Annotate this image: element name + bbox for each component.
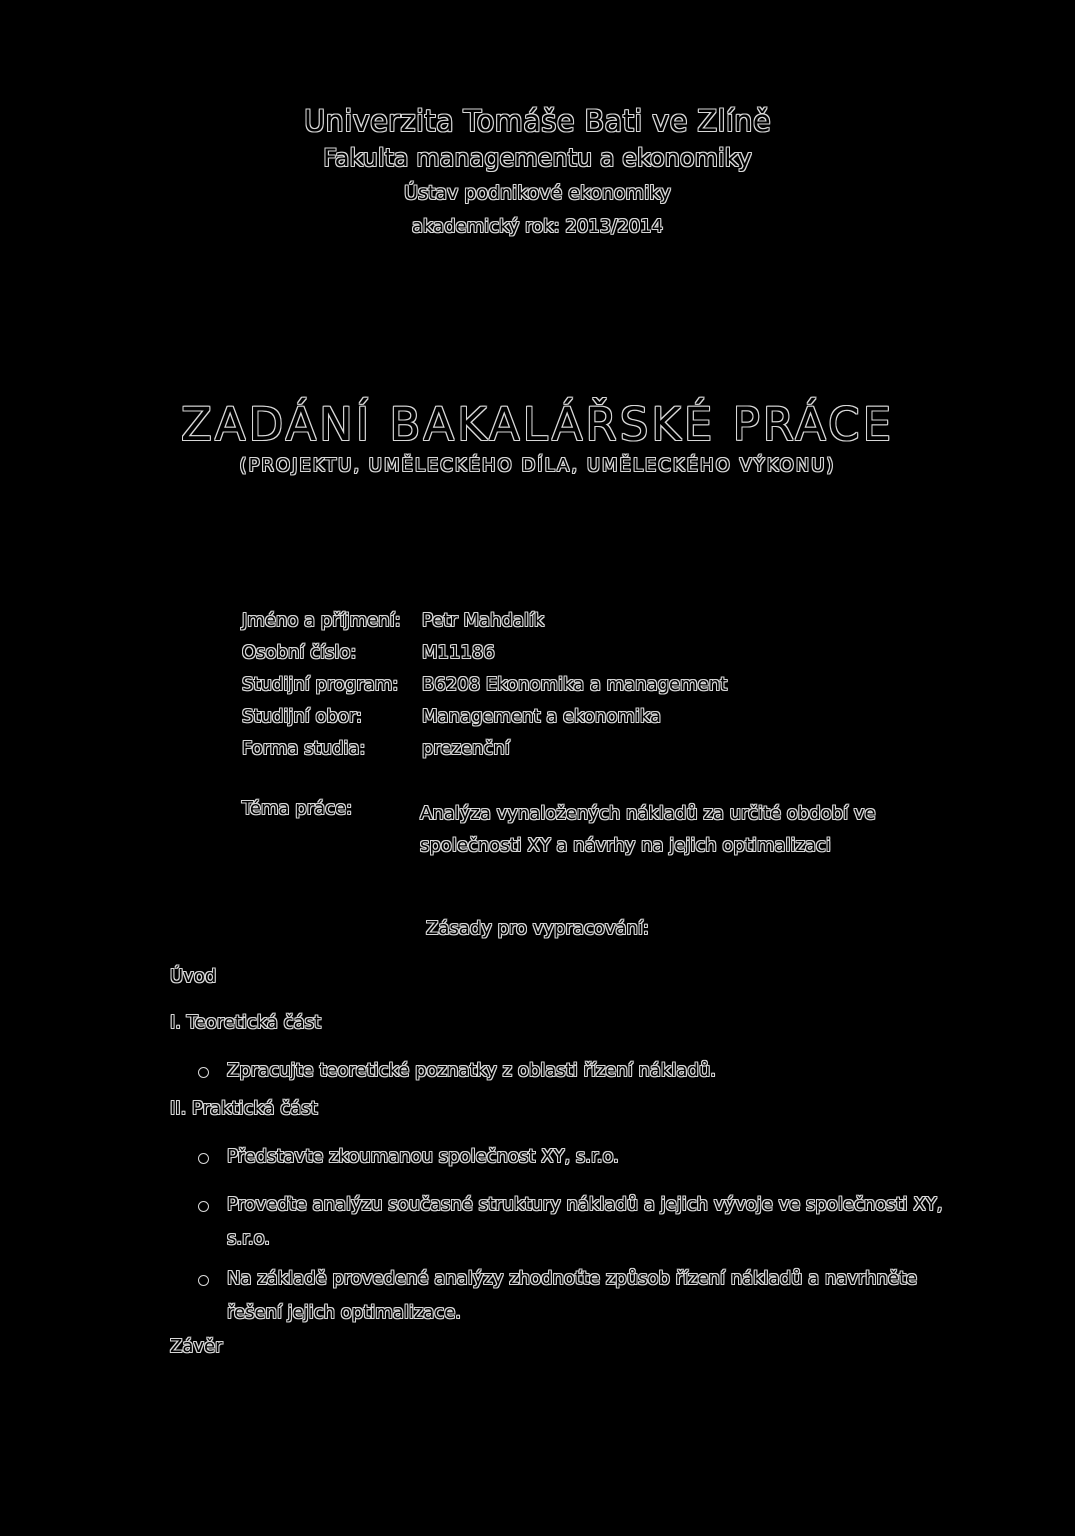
academic-year: akademický rok: 2013/2014 bbox=[411, 216, 664, 237]
bullet-circle-icon bbox=[198, 1153, 209, 1164]
info-label: Studijní obor: bbox=[242, 706, 363, 727]
theme-label: Téma práce: bbox=[242, 798, 353, 819]
info-value: prezenční bbox=[422, 738, 510, 759]
list-item-text: Na základě provedené analýzy zhodnoťte způsob řízení nákladů a navrhněte řešení jejich optimalizace. bbox=[227, 1268, 918, 1323]
section-conclusion: Závěr bbox=[170, 1336, 223, 1357]
info-value: B6208 Ekonomika a management bbox=[422, 674, 728, 695]
principles-heading: Zásady pro vypracování: bbox=[426, 918, 649, 939]
document-subtitle: (PROJEKTU, UMĚLECKÉHO DÍLA, UMĚLECKÉHO VÝKONU) bbox=[239, 455, 836, 476]
bullet-circle-icon bbox=[198, 1201, 209, 1212]
list-item-text: Zpracujte teoretické poznatky z oblasti řízení nákladů. bbox=[227, 1060, 716, 1081]
list-item-text: Proveďte analýzu současné struktury nákladů a jejich vývoje ve společnosti XY, s.r.o. bbox=[227, 1194, 943, 1249]
section-practical: II. Praktická část bbox=[170, 1098, 318, 1119]
institute-name: Ústav podnikové ekonomiky bbox=[404, 182, 671, 204]
section-theoretical: I. Teoretická část bbox=[170, 1012, 322, 1033]
info-label: Osobní číslo: bbox=[242, 642, 357, 663]
info-value: Management a ekonomika bbox=[422, 706, 662, 727]
info-label: Forma studia: bbox=[242, 738, 366, 759]
info-value: M11186 bbox=[422, 642, 495, 663]
faculty-name: Fakulta managementu a ekonomiky bbox=[323, 144, 752, 172]
bullet-circle-icon bbox=[198, 1275, 209, 1286]
section-intro: Úvod bbox=[170, 966, 217, 987]
bullet-circle-icon bbox=[198, 1067, 209, 1078]
info-value: Petr Mahdalík bbox=[422, 610, 545, 631]
list-item-text: Představte zkoumanou společnost XY, s.r.o. bbox=[227, 1146, 619, 1167]
university-name: Univerzita Tomáše Bati ve Zlíně bbox=[304, 104, 771, 138]
info-label: Jméno a příjmení: bbox=[242, 610, 401, 631]
info-label: Studijní program: bbox=[242, 674, 399, 695]
document-title: ZADÁNÍ BAKALÁŘSKÉ PRÁCE bbox=[180, 398, 895, 451]
theme-value: Analýza vynaložených nákladů za určité období ve společnosti XY a návrhy na jejich optimalizaci bbox=[420, 803, 876, 856]
